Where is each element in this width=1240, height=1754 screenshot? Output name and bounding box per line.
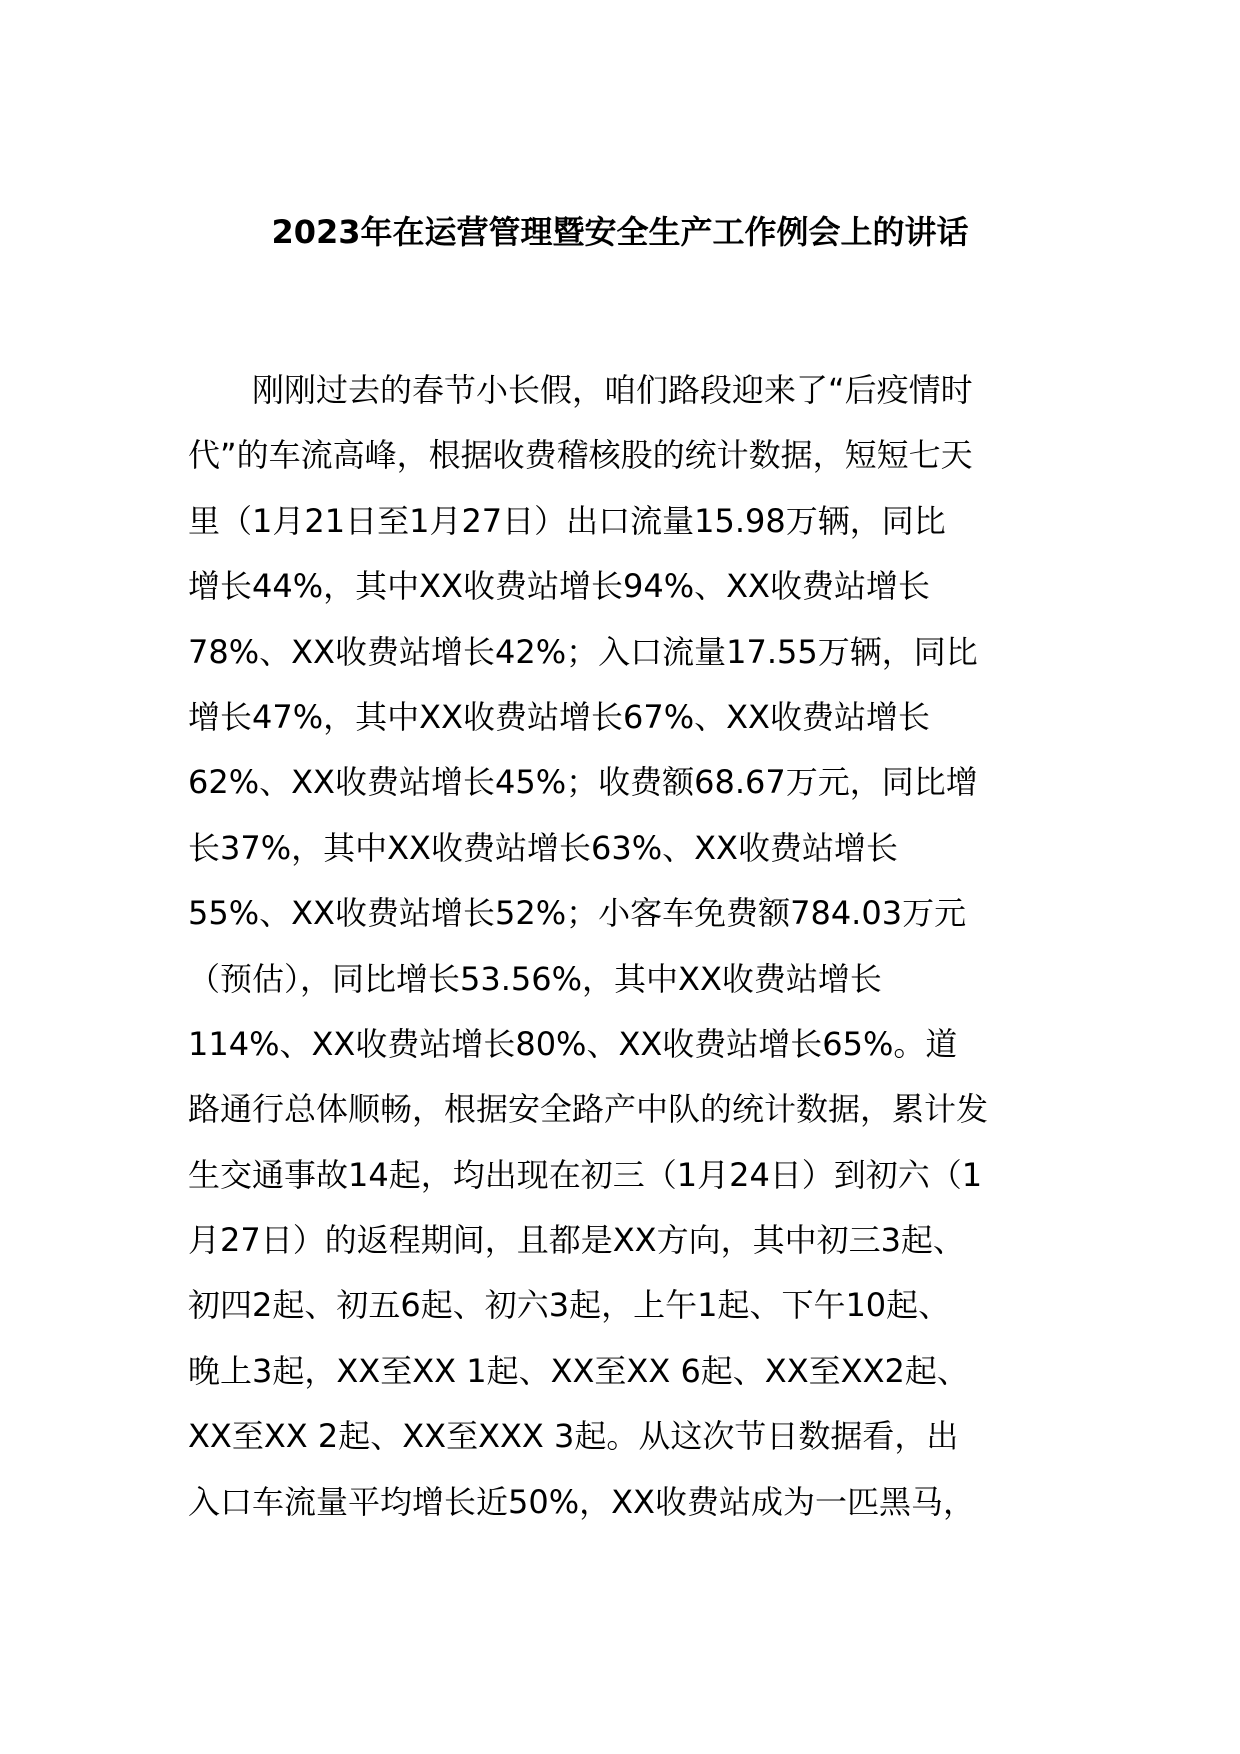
paragraph-line: 长37%，其中XX收费站增长63%、XX收费站增长 — [188, 828, 898, 867]
paragraph-line: 刚刚过去的春节小长假，咱们路段迎来了“后疫情时 — [252, 371, 973, 409]
paragraph-line: 晚上3起，XX至XX 1起、XX至XX 6起、XX至XX2起、 — [188, 1351, 969, 1390]
paragraph-line: 里（1月21日至1月27日）出口流量15.98万辆，同比 — [188, 501, 946, 540]
paragraph-line: 入口车流量平均增长近50%，XX收费站成为一匹黑马， — [188, 1482, 975, 1521]
paragraph-line: 代”的车流高峰，根据收费稽核股的统计数据，短短七天 — [188, 436, 973, 475]
paragraph-line: 生交通事故14起，均出现在初三（1月24日）到初六（1 — [188, 1155, 983, 1194]
paragraph-line: 增长44%，其中XX收费站增长94%、XX收费站增长 — [188, 567, 930, 606]
paragraph-line: （预估），同比增长53.56%，其中XX收费站增长 — [188, 959, 882, 998]
paragraph-line: 114%、XX收费站增长80%、XX收费站增长65%。道 — [188, 1024, 958, 1063]
document-title: 2023年在运营管理暨安全生产工作例会上的讲话 — [271, 213, 969, 251]
paragraph-line: 62%、XX收费站增长45%；收费额68.67万元，同比增 — [188, 763, 978, 802]
paragraph-line: 路通行总体顺畅，根据安全路产中队的统计数据，累计发 — [188, 1090, 989, 1129]
paragraph-line: 初四2起、初五6起、初六3起，上午1起、下午10起、 — [188, 1286, 951, 1325]
paragraph-line: 增长47%，其中XX收费站增长67%、XX收费站增长 — [188, 697, 930, 736]
paragraph-line: 78%、XX收费站增长42%；入口流量17.55万辆，同比 — [188, 632, 978, 671]
paragraph-line: 月27日）的返程期间，且都是XX方向，其中初三3起、 — [188, 1221, 965, 1260]
body-paragraph — [188, 368, 1068, 1545]
paragraph-line: XX至XX 2起、XX至XXX 3起。从这次节日数据看，出 — [188, 1417, 959, 1456]
paragraph-line: 55%、XX收费站增长52%；小客车免费额784.03万元 — [188, 894, 967, 933]
